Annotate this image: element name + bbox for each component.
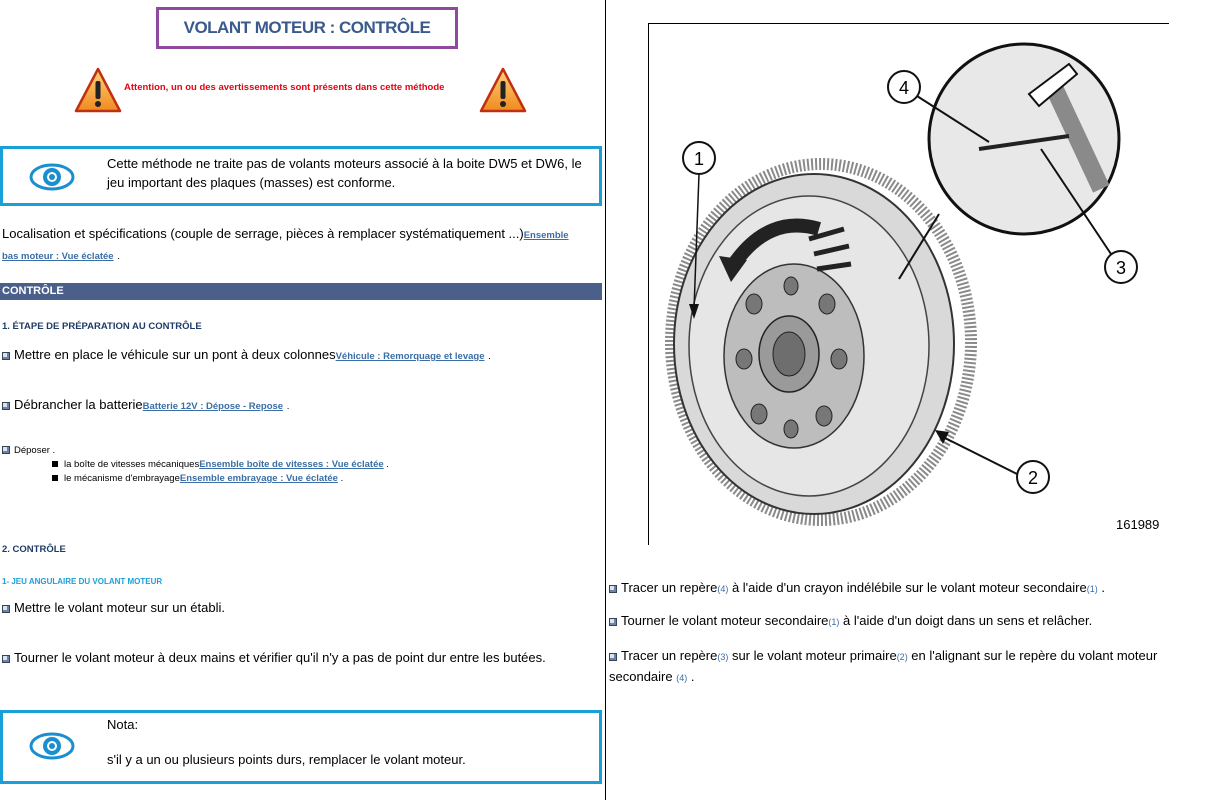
- eye-icon: [29, 731, 75, 761]
- info-note-line1: Cette méthode ne traite pas de volants moteurs associé à la boite DW5 et DW6, le: [107, 156, 582, 171]
- warning-icon-right: [479, 67, 527, 113]
- info-note-box: [0, 146, 602, 206]
- step2-item-1-text: Mettre le volant moteur sur un établi.: [14, 600, 225, 615]
- bullet-icon: [609, 653, 617, 661]
- right-item-2-a: Tourner le volant moteur secondaire: [621, 613, 829, 628]
- bullet-icon: [2, 352, 10, 360]
- right-item-1: [609, 580, 1105, 595]
- bullet-icon: [2, 446, 10, 454]
- section-header-controle: CONTRÔLE: [0, 283, 602, 300]
- ref-3[interactable]: (3): [717, 652, 729, 662]
- step2-item-2-text: Tourner le volant moteur à deux mains et vérifier qu'il n'y a pas de point dur entre les butées.: [14, 650, 546, 665]
- right-item-3-a: Tracer un repère: [621, 648, 718, 663]
- link-ensemble[interactable]: Ensemble: [523, 230, 569, 241]
- right-item-1-a: Tracer un repère: [621, 580, 718, 595]
- deposer-sub-2-tail: .: [340, 473, 344, 484]
- column-divider: [605, 0, 606, 800]
- callout-4: 4: [898, 78, 910, 98]
- ref-2[interactable]: (2): [896, 652, 908, 662]
- callout-2: 2: [1027, 468, 1039, 488]
- eye-icon: [29, 162, 75, 192]
- right-item-3-b: sur le volant moteur primaire: [728, 648, 897, 663]
- right-item-1-b: à l'aide d'un crayon indélébile sur le volant moteur secondaire: [728, 580, 1087, 595]
- localisation-text: Localisation et spécifications (couple de serrage, pièces à remplacer systématiquement ...): [2, 226, 524, 241]
- right-item-2: [609, 613, 1092, 628]
- warning-icon-left: [74, 67, 122, 113]
- deposer-sub-1-tail: .: [386, 459, 389, 470]
- link-bas-moteur[interactable]: bas moteur : Vue éclatée: [2, 251, 114, 262]
- square-bullet-icon: [52, 461, 58, 467]
- bullet-icon: [609, 618, 617, 626]
- page-title: VOLANT MOTEUR : CONTRÔLE: [183, 18, 431, 37]
- callout-3: 3: [1115, 258, 1127, 278]
- step2-item-2: [2, 650, 546, 665]
- ref-4[interactable]: (4): [676, 673, 688, 683]
- step2-item-1: [2, 600, 225, 615]
- right-item-3-c: en l'alignant sur le repère du volant moteur: [907, 648, 1158, 663]
- bullet-icon: [2, 402, 10, 410]
- bullet-icon: [609, 585, 617, 593]
- deposer-sub-1-text: la boîte de vitesses mécaniques: [64, 459, 200, 470]
- nota-label: Nota:: [107, 717, 139, 732]
- step2-subtitle: 1- JEU ANGULAIRE DU VOLANT MOTEUR: [2, 577, 163, 586]
- nota-box: [0, 710, 602, 784]
- step1-item-2-text: Débrancher la batterie: [14, 397, 143, 412]
- callout-1: 1: [693, 149, 705, 169]
- link-boite-vitesses[interactable]: Ensemble boîte de vitesses : Vue éclatée: [199, 459, 384, 470]
- right-item-1-c: .: [1097, 580, 1105, 595]
- step1-title: 1. ÉTAPE DE PRÉPARATION AU CONTRÔLE: [2, 321, 202, 332]
- warning-text: Attention, un ou des avertissements sont présents dans cette méthode: [124, 82, 445, 93]
- bullet-icon: [2, 655, 10, 663]
- nota-text: s'il y a un ou plusieurs points durs, remplacer le volant moteur.: [107, 752, 466, 767]
- step1-item-1: [2, 347, 491, 362]
- figure-id: 161989: [1116, 517, 1160, 532]
- link-batterie[interactable]: Batterie 12V : Dépose - Repose: [142, 401, 284, 412]
- deposer-sub-1: [52, 459, 389, 470]
- ref-1[interactable]: (1): [1086, 584, 1098, 594]
- deposer-item: [2, 445, 55, 456]
- ref-4[interactable]: (4): [717, 584, 729, 594]
- step1-item-1-tail: .: [488, 351, 491, 362]
- deposer-sub-2-text: le mécanisme d'embrayage: [64, 473, 180, 484]
- right-item-3-line2-a: secondaire: [609, 669, 677, 684]
- right-item-3: [609, 646, 1204, 688]
- bullet-icon: [2, 605, 10, 613]
- step1-item-2-tail: .: [286, 401, 290, 412]
- info-note-line2: jeu important des plaques (masses) est conforme.: [107, 175, 396, 190]
- right-item-3-line2-b: .: [687, 669, 695, 684]
- localisation-paragraph: [2, 224, 602, 266]
- step1-item-1-text: Mettre en place le véhicule sur un pont à deux colonnes: [14, 347, 336, 362]
- flywheel-illustration: [649, 24, 1169, 544]
- step2-title: 2. CONTRÔLE: [2, 544, 66, 555]
- right-item-2-b: à l'aide d'un doigt dans un sens et relâcher.: [839, 613, 1093, 628]
- deposer-label: Déposer .: [14, 445, 56, 456]
- page-title-box: [156, 7, 458, 49]
- link-vehicule-remorquage[interactable]: Véhicule : Remorquage et levage: [335, 351, 485, 362]
- ref-1[interactable]: (1): [828, 617, 840, 627]
- link-embrayage[interactable]: Ensemble embrayage : Vue éclatée: [179, 473, 338, 484]
- step1-item-2: [2, 397, 289, 412]
- localisation-tail: .: [117, 251, 120, 262]
- square-bullet-icon: [52, 475, 58, 481]
- deposer-sub-2: [52, 473, 343, 484]
